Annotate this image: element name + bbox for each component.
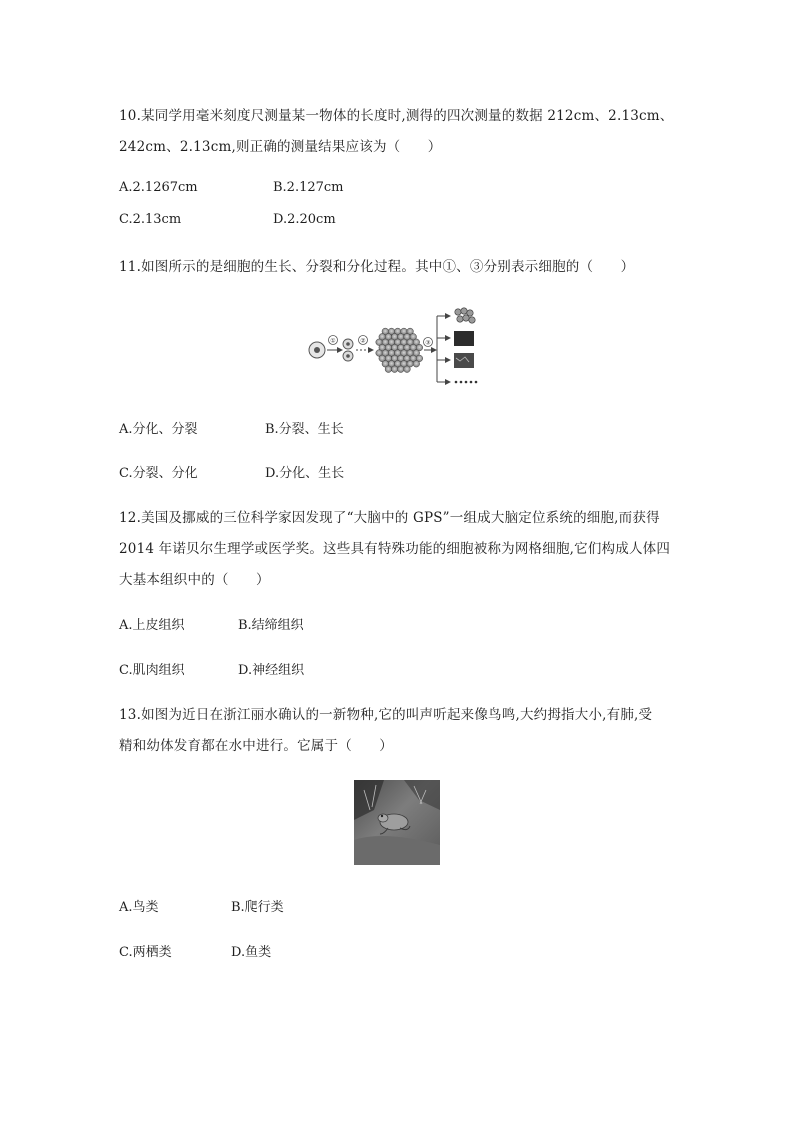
tissue-muscle: [454, 331, 474, 346]
q10-option-c: C.2.13cm: [119, 212, 182, 227]
step-1-label: ①: [330, 337, 336, 345]
q10-stem-line-1: 10.某同学用毫米刻度尺测量某一物体的长度时,测得的四次测量的数据 212cm、2.13cm、: [119, 108, 674, 124]
single-cell: [309, 342, 325, 358]
q13-option-c: C.两栖类: [119, 945, 172, 960]
q13-option-d: D.鱼类: [231, 945, 272, 960]
q13-option-b: B.爬行类: [231, 900, 284, 915]
q11-stem-line-1: 11.如图所示的是细胞的生长、分裂和分化过程。其中①、③分别表示细胞的（ ）: [119, 259, 635, 275]
q12-stem-line-2: 2014 年诺贝尔生理学或医学奖。这些具有特殊功能的细胞被称为网格细胞,它们构成人体四: [119, 541, 671, 557]
tissue-nerve: [454, 353, 474, 368]
cell-mass-cell: [385, 366, 392, 373]
cell-mass-cell: [391, 366, 398, 373]
step-2-label: ②: [360, 337, 366, 345]
q10-option-d: D.2.20cm: [273, 212, 336, 227]
q11-option-d: D.分化、生长: [265, 466, 345, 481]
q12-option-a: A.上皮组织: [119, 618, 185, 633]
cell-mass: [376, 328, 423, 372]
q12-option-b: B.结缔组织: [238, 618, 304, 633]
q13-stem-line-2: 精和幼体发育都在水中进行。它属于（ ）: [119, 738, 393, 754]
q12-option-c: C.肌肉组织: [119, 663, 185, 678]
q12-option-d: D.神经组织: [238, 663, 305, 678]
q10-option-a: A.2.1267cm: [119, 180, 198, 195]
q11-option-c: C.分裂、分化: [119, 466, 198, 481]
q13-option-a: A.鸟类: [119, 900, 159, 915]
cell-mass-cell: [413, 361, 420, 368]
frog-photo: [354, 780, 440, 865]
tissue-epithelial: [455, 308, 475, 323]
q12-stem-line-3: 大基本组织中的（ ）: [119, 572, 270, 588]
q13-stem-line-1: 13.如图为近日在浙江丽水确认的一新物种,它的叫声听起来像鸟鸣,大约拇指大小,有肺,受: [119, 707, 653, 723]
q12-stem-line-1: 12.美国及挪威的三位科学家因发现了“大脑中的 GPS”一组成大脑定位系统的细胞,而获得: [119, 510, 660, 526]
two-cells: [343, 339, 353, 361]
tissue-connective: [455, 381, 478, 384]
q11-option-b: B.分裂、生长: [265, 422, 344, 437]
cell-mass-cell: [404, 366, 411, 373]
q10-option-b: B.2.127cm: [273, 180, 344, 195]
cell-mass-cell: [398, 366, 405, 373]
q10-stem-line-2: 242cm、2.13cm,则正确的测量结果应该为（ ）: [119, 139, 442, 155]
branch-arrows: [437, 316, 450, 382]
q11-option-a: A.分化、分裂: [119, 422, 198, 437]
step-3-label: ③: [425, 339, 431, 347]
cell-division-diagram: [300, 300, 500, 396]
